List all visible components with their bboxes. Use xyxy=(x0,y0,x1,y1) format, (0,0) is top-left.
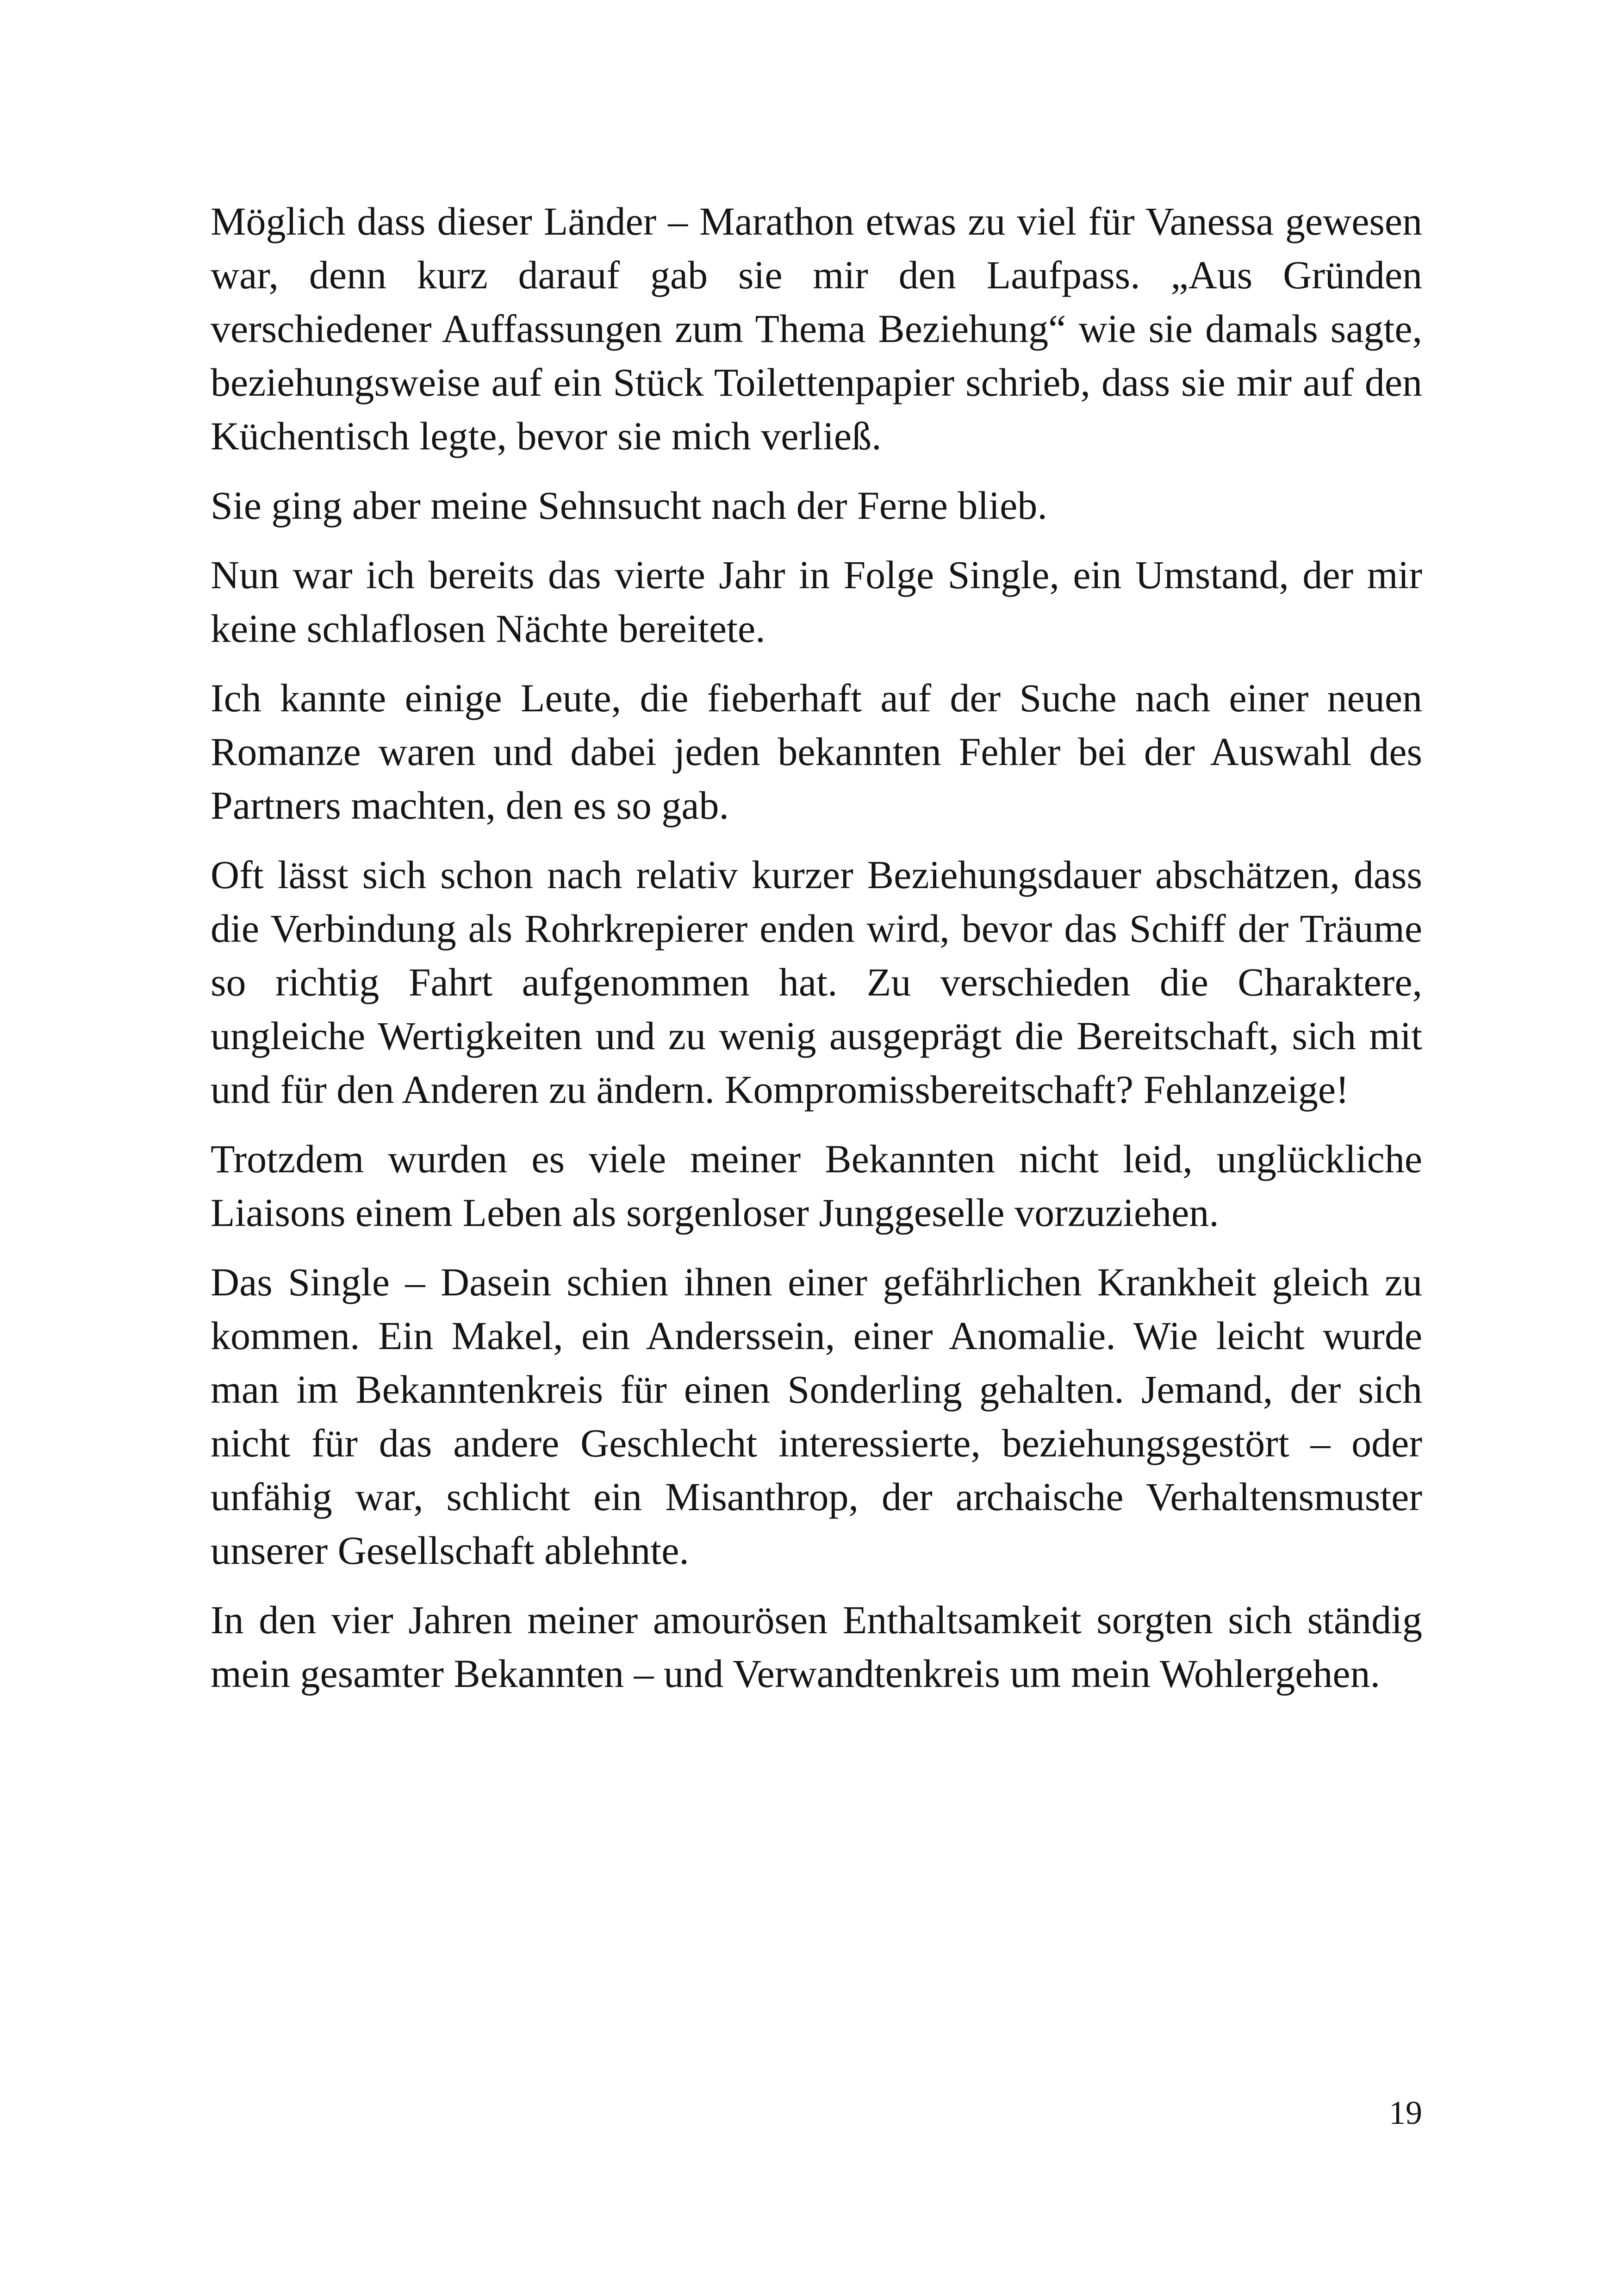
paragraph-3: Nun war ich bereits das vierte Jahr in Folge Single, ein Umstand, der mir keine schlaflosen Nächte bereitete. xyxy=(211,553,1422,651)
body-text xyxy=(211,194,1422,1716)
paragraph-7: Das Single – Dasein schien ihnen einer gefährlichen Krankheit gleich zu kommen. Ein Makel, ein Anderssein, einer Anomalie. Wie leicht wurde man im Bekanntenkreis für einen Sonderling gehalten. Jemand, der sich nicht für das andere Geschlecht interessierte, beziehungsgestört – oder unfähig war, schlicht ein Misanthrop, der archaische Verhaltensmuster unserer Gesellschaft ablehnte. xyxy=(211,1260,1422,1573)
paragraph-5: Oft lässt sich schon nach relativ kurzer Beziehungsdauer abschätzen, dass die Verbindung als Rohrkrepierer enden wird, bevor das Schiff der Träume so richtig Fahrt aufgenommen hat. Zu verschieden die Charaktere, ungleiche Wertigkeiten und zu wenig ausgeprägt die Bereitschaft, sich mit und für den Anderen zu ändern. Kompromissbereitschaft? Fehlanzeige! xyxy=(211,852,1422,1112)
paragraph-6: Trotzdem wurden es viele meiner Bekannten nicht leid, unglückliche Liaisons einem Leben als sorgenloser Junggeselle vorzuziehen. xyxy=(211,1137,1422,1235)
paragraph-4: Ich kannte einige Leute, die fieberhaft auf der Suche nach einer neuen Romanze waren und dabei jeden bekannten Fehler bei der Auswahl des Partners machten, den es so gab. xyxy=(211,676,1422,828)
page-number: 19 xyxy=(1389,2094,1422,2131)
paragraph-2: Sie ging aber meine Sehnsucht nach der Ferne blieb. xyxy=(211,483,1047,528)
paragraph-1: Möglich dass dieser Länder – Marathon etwas zu viel für Vanessa gewesen war, denn kurz darauf gab sie mir den Laufpass. „Aus Gründen verschiedener Auffassungen zum Thema Beziehung“ wie sie damals sagte, beziehungsweise auf ein Stück Toilettenpapier schrieb, dass sie mir auf den Küchentisch legte, bevor sie mich verließ. xyxy=(211,199,1422,458)
paragraph-8: In den vier Jahren meiner amourösen Enthaltsamkeit sorgten sich ständig mein gesamter Bekannten – und Verwandtenkreis um mein Wohlergehen. xyxy=(211,1598,1422,1696)
